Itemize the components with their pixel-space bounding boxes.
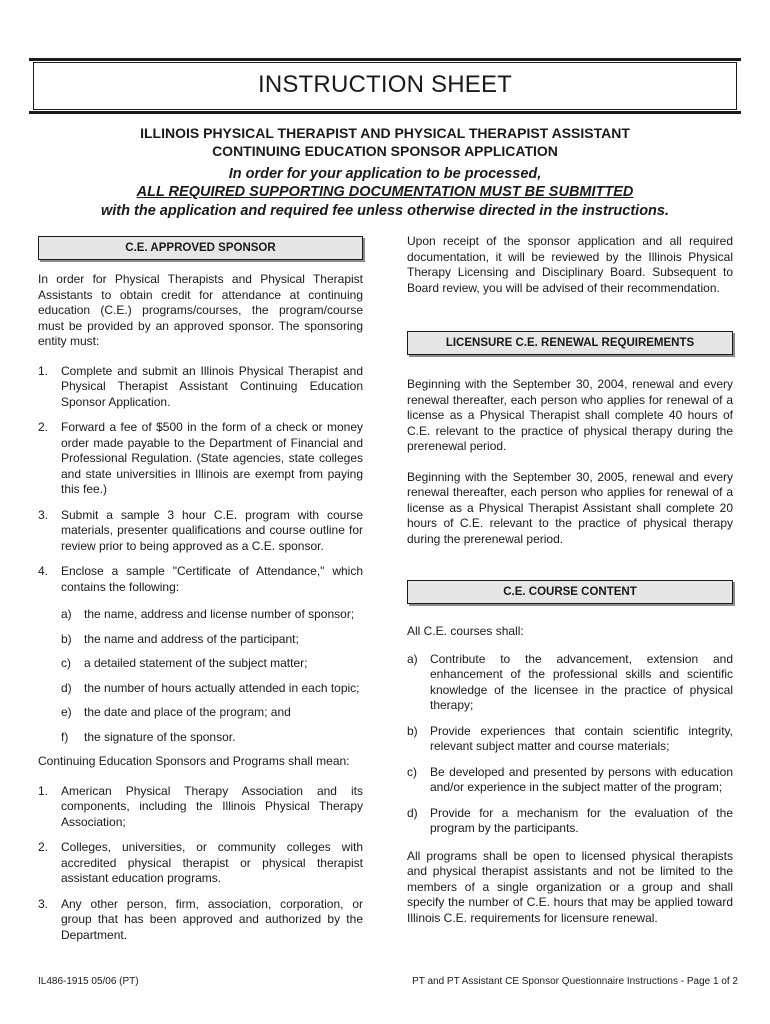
list-item: c) a detailed statement of the subject matter; [61, 656, 308, 670]
list-item: 3. Submit a sample 3 hour C.E. program with course materials, presenter qualifications and course outline for review prior to being approved as a C.E. sponsor. [38, 507, 363, 553]
emphasis-line-1: In order for your application to be processed, [228, 166, 542, 182]
list-item: b) Provide experiences that contain scientific integrity, relevant subject matter and course materials; [407, 723, 733, 753]
list-item: 1. American Physical Therapy Association and its components, including the Illinois Physical Therapy Association; [38, 783, 363, 829]
sponsors-list [38, 784, 363, 944]
list-item: 4. Enclose a sample "Certificate of Attendance," which contains the following: [38, 564, 363, 594]
list-item: 1. Complete and submit an Illinois Physical Therapist and Physical Therapist Assistant Continuing Education Sponsor Application. [38, 363, 363, 409]
renewal-pt: Beginning with the September 30, 2004, renewal and every renewal thereafter, each person who applies for renewal of a license as a Physical Therapist shall complete 40 hours of C.E. relevant to the practice of physical therapy during the prerenewal period. [407, 377, 733, 453]
emphasis-line-3: with the application and required fee unless otherwise directed in the instructions. [100, 203, 669, 219]
certificate-items-list [38, 607, 363, 745]
content-intro: All C.E. courses shall: [407, 624, 524, 638]
list-item: c) Be developed and presented by persons with education and/or experience in the subject matter of the program; [407, 764, 733, 794]
list-item: d) Provide for a mechanism for the evaluation of the program by the participants. [407, 805, 733, 835]
renewal-pta: Beginning with the September 30, 2005, renewal and every renewal thereafter, each person who applies for renewal of a license as a Physical Therapist Assistant shall complete 20 hours of C.E. relevant to the practice of physical therapy during the prerenewal period. [407, 469, 733, 546]
section-title-renewal: LICENSURE C.E. RENEWAL REQUIREMENTS [407, 331, 733, 355]
left-column [38, 234, 363, 943]
heading-line-1: ILLINOIS PHYSICAL THERAPIST AND PHYSICAL THERAPIST ASSISTANT [140, 125, 630, 141]
list-item: 3. Any other person, firm, association, corporation, or group that has been approved and authorized by the Department. [38, 896, 363, 942]
list-item: a) Contribute to the advancement, extension and enhancement of the professional skills and scientific knowledge of the licensee in the practice of physical therapy; [407, 651, 733, 712]
heading-line-2: CONTINUING EDUCATION SPONSOR APPLICATION [212, 143, 558, 159]
title-box [29, 58, 741, 114]
list-item: 2. Colleges, universities, or community colleges with accredited physical therapist or physical therapist assistant education programs. [38, 840, 363, 885]
list-item: b) the name and address of the participant; [61, 631, 299, 646]
list-item: 2. Forward a fee of $500 in the form of a check or money order made payable to the Department of Financial and Professional Regulation. (State agencies, state colleges and state universities in Illinois are exempt from paying this fee.) [38, 420, 363, 496]
closing-paragraph: All programs shall be open to licensed physical therapists and physical therapist assistants and not be limited to the members of a single organization or a group and shall specify the number of C.E. hours that may be applied toward Illinois C.E. requirements for licensure renewal. [407, 848, 733, 925]
sponsor-steps-list [38, 364, 363, 596]
list-item: e) the date and place of the program; and [61, 705, 291, 719]
content-items-list [407, 652, 733, 837]
emphasis-line-2: ALL REQUIRED SUPPORTING DOCUMENTATION MUST BE SUBMITTED [136, 184, 634, 200]
review-intro: Upon receipt of the sponsor application and all required documentation, it will be reviewed by the Illinois Physical Therapy Licensing and Disciplinary Board. Subsequent to Board review, you will be advised of their recommendation. [407, 234, 733, 295]
right-column [407, 234, 733, 926]
list-item: f) the signature of the sponsor. [61, 729, 236, 744]
section-title-course-content: C.E. COURSE CONTENT [407, 580, 733, 604]
list-item: a) the name, address and license number of sponsor; [61, 607, 355, 621]
sponsor-intro: In order for Physical Therapists and Physical Therapist Assistants to obtain credit for attendance at continuing education (C.E.) programs/courses, the program/course must be provided by an approved sponsor. The sponsoring entity must: [38, 272, 363, 348]
page-footer: PT and PT Assistant CE Sponsor Questionnaire Instructions - Page 1 of 2 [412, 976, 738, 987]
page-title: INSTRUCTION SHEET [257, 71, 513, 98]
sponsors-intro: Continuing Education Sponsors and Programs shall mean: [38, 754, 350, 768]
title-rule-bottom [29, 111, 741, 114]
list-item: d) the number of hours actually attended in each topic; [61, 680, 360, 695]
form-number: IL486-1915 05/06 (PT) [38, 976, 139, 987]
title-rule-top [29, 58, 741, 61]
section-title-approved-sponsor: C.E. APPROVED SPONSOR [38, 236, 363, 260]
